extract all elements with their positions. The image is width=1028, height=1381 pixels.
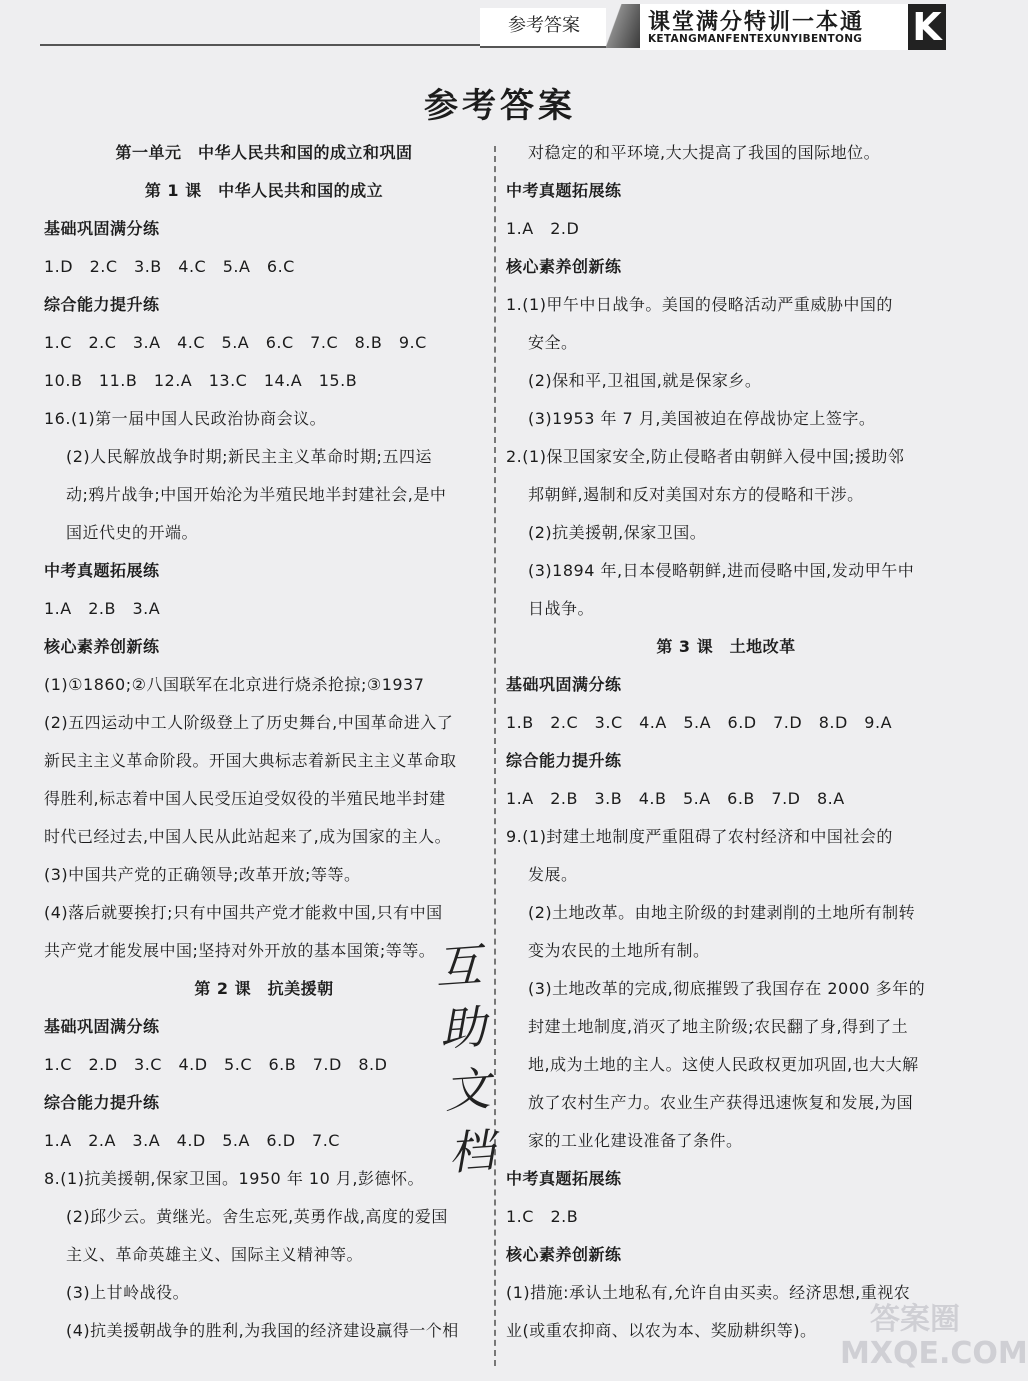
answer-line: 10.B 11.B 12.A 13.C 14.A 15.B xyxy=(44,371,358,390)
answer-line: (3)1894 年,日本侵略朝鲜,进而侵略中国,发动甲午中 xyxy=(528,561,915,580)
answer-line: 1.C 2.D 3.C 4.D 5.C 6.B 7.D 8.D xyxy=(44,1055,388,1074)
section-heading: 中考真题拓展练 xyxy=(506,1169,622,1188)
answer-line: 9.(1)封建土地制度严重阻碍了农村经济和中国社会的 xyxy=(506,827,893,846)
answer-line: 1.B 2.C 3.C 4.A 5.A 6.D 7.D 8.D 9.A xyxy=(506,713,893,732)
section-heading: 基础巩固满分练 xyxy=(506,675,622,694)
answer-line: (3)1953 年 7 月,美国被迫在停战协定上签字。 xyxy=(528,409,876,428)
right-column xyxy=(506,134,946,1350)
brand-pinyin: KETANGMANFENTEXUNYIBENTONG xyxy=(648,33,863,45)
page-title: 参考答案 xyxy=(424,86,576,126)
answer-line: 变为农民的土地所有制。 xyxy=(528,941,710,960)
answer-line: 1.C 2.B xyxy=(506,1207,579,1226)
answer-line: (3)土地改革的完成,彻底摧毁了我国存在 2000 多年的 xyxy=(528,979,926,998)
section-heading: 中考真题拓展练 xyxy=(44,561,160,580)
section-heading: 综合能力提升练 xyxy=(44,1093,160,1112)
answer-line: 时代已经过去,中国人民从此站起来了,成为国家的主人。 xyxy=(44,827,452,846)
answer-line: (4)抗美援朝战争的胜利,为我国的经济建设赢得一个相 xyxy=(66,1321,459,1340)
left-column xyxy=(44,134,484,1350)
answer-line: 1.A 2.A 3.A 4.D 5.A 6.D 7.C xyxy=(44,1131,340,1150)
answer-line: 1.A 2.B 3.B 4.B 5.A 6.B 7.D 8.A xyxy=(506,789,845,808)
answer-line: (1)措施:承认土地私有,允许自由买卖。经济思想,重视农 xyxy=(506,1283,911,1302)
answer-line: 安全。 xyxy=(528,333,578,352)
answer-line: 1.(1)甲午中日战争。美国的侵略活动严重威胁中国的 xyxy=(506,295,893,314)
answer-line: 放了农村生产力。农业生产获得迅速恢复和发展,为国 xyxy=(528,1093,914,1112)
answer-line: (2)保和平,卫祖国,就是保家乡。 xyxy=(528,371,762,390)
brand-logo: K xyxy=(908,4,946,50)
answer-line: 1.D 2.C 3.B 4.C 5.A 6.C xyxy=(44,257,295,276)
answer-line: 1.A 2.D xyxy=(506,219,580,238)
header-section-label: 参考答案 xyxy=(480,8,608,48)
section-heading: 第一单元 中华人民共和国的成立和巩固 xyxy=(115,143,413,162)
answer-line: 共产党才能发展中国;坚持对外开放的基本国策;等等。 xyxy=(44,941,436,960)
answer-line: (3)中国共产党的正确领导;改革开放;等等。 xyxy=(44,865,361,884)
answer-line: (2)土地改革。由地主阶级的封建剥削的土地所有制转 xyxy=(528,903,916,922)
answer-line: (1)①1860;②八国联军在北京进行烧杀抢掠;③1937 xyxy=(44,675,425,694)
handwritten-char: 互 xyxy=(433,937,484,995)
section-heading: 核心素养创新练 xyxy=(44,637,160,656)
answer-line: (2)人民解放战争时期;新民主主义革命时期;五四运 xyxy=(66,447,432,466)
answer-line: 日战争。 xyxy=(528,599,595,618)
answer-line: 封建土地制度,消灭了地主阶级;农民翻了身,得到了土 xyxy=(528,1017,909,1036)
answer-line: 新民主主义革命阶段。开国大典标志着新民主主义革命取 xyxy=(44,751,457,770)
answer-line: 邦朝鲜,遏制和反对美国对东方的侵略和干涉。 xyxy=(528,485,864,504)
answer-line: (2)五四运动中工人阶级登上了历史舞台,中国革命进入了 xyxy=(44,713,454,732)
answer-line: (2)抗美援朝,保家卫国。 xyxy=(528,523,707,542)
answer-line: 发展。 xyxy=(528,865,578,884)
answer-line: 16.(1)第一届中国人民政治协商会议。 xyxy=(44,409,327,428)
section-heading: 第 1 课 中华人民共和国的成立 xyxy=(144,181,384,200)
answer-line: (4)落后就要挨打;只有中国共产党才能救中国,只有中国 xyxy=(44,903,443,922)
section-heading: 基础巩固满分练 xyxy=(44,1017,160,1036)
answer-line: 业(或重农抑商、以农为本、奖励耕织等)。 xyxy=(506,1321,817,1340)
answer-line: 对稳定的和平环境,大大提高了我国的国际地位。 xyxy=(528,143,881,162)
page-header xyxy=(0,0,1000,52)
section-heading: 中考真题拓展练 xyxy=(506,181,622,200)
brand-title: 课堂满分特训一本通 xyxy=(648,10,865,35)
section-heading: 第 2 课 抗美援朝 xyxy=(194,979,334,998)
section-heading: 第 3 课 土地改革 xyxy=(656,637,796,656)
answer-line: 8.(1)抗美援朝,保家卫国。1950 年 10 月,彭德怀。 xyxy=(44,1169,424,1188)
answer-line: 1.A 2.B 3.A xyxy=(44,599,161,618)
answer-line: (2)邱少云。黄继光。舍生忘死,英勇作战,高度的爱国 xyxy=(66,1207,448,1226)
section-heading: 核心素养创新练 xyxy=(506,257,622,276)
section-heading: 基础巩固满分练 xyxy=(44,219,160,238)
answer-line: 国近代史的开端。 xyxy=(66,523,199,542)
answer-line: 2.(1)保卫国家安全,防止侵略者由朝鲜入侵中国;援助邻 xyxy=(506,447,905,466)
answer-line: 家的工业化建设准备了条件。 xyxy=(528,1131,743,1150)
handwritten-char: 档 xyxy=(446,1123,497,1181)
answer-line: (3)上甘岭战役。 xyxy=(66,1283,190,1302)
answer-line: 动;鸦片战争;中国开始沦为半殖民地半封建社会,是中 xyxy=(66,485,447,504)
handwritten-char: 文 xyxy=(442,1061,492,1119)
handwritten-char: 助 xyxy=(438,999,488,1057)
section-heading: 核心素养创新练 xyxy=(506,1245,622,1264)
header-decoration xyxy=(606,4,640,48)
watermark: 答案圈 MXQE.COM xyxy=(840,1302,1028,1371)
answer-line: 地,成为土地的主人。这使人民政权更加巩固,也大大解 xyxy=(528,1055,919,1074)
handwritten-note xyxy=(416,933,513,1186)
section-heading: 综合能力提升练 xyxy=(44,295,160,314)
column-divider xyxy=(494,146,496,1366)
answer-line: 1.C 2.C 3.A 4.C 5.A 6.C 7.C 8.B 9.C xyxy=(44,333,427,352)
section-heading: 综合能力提升练 xyxy=(506,751,622,770)
answer-line: 主义、革命英雄主义、国际主义精神等。 xyxy=(66,1245,364,1264)
answer-line: 得胜利,标志着中国人民受压迫受奴役的半殖民地半封建 xyxy=(44,789,446,808)
